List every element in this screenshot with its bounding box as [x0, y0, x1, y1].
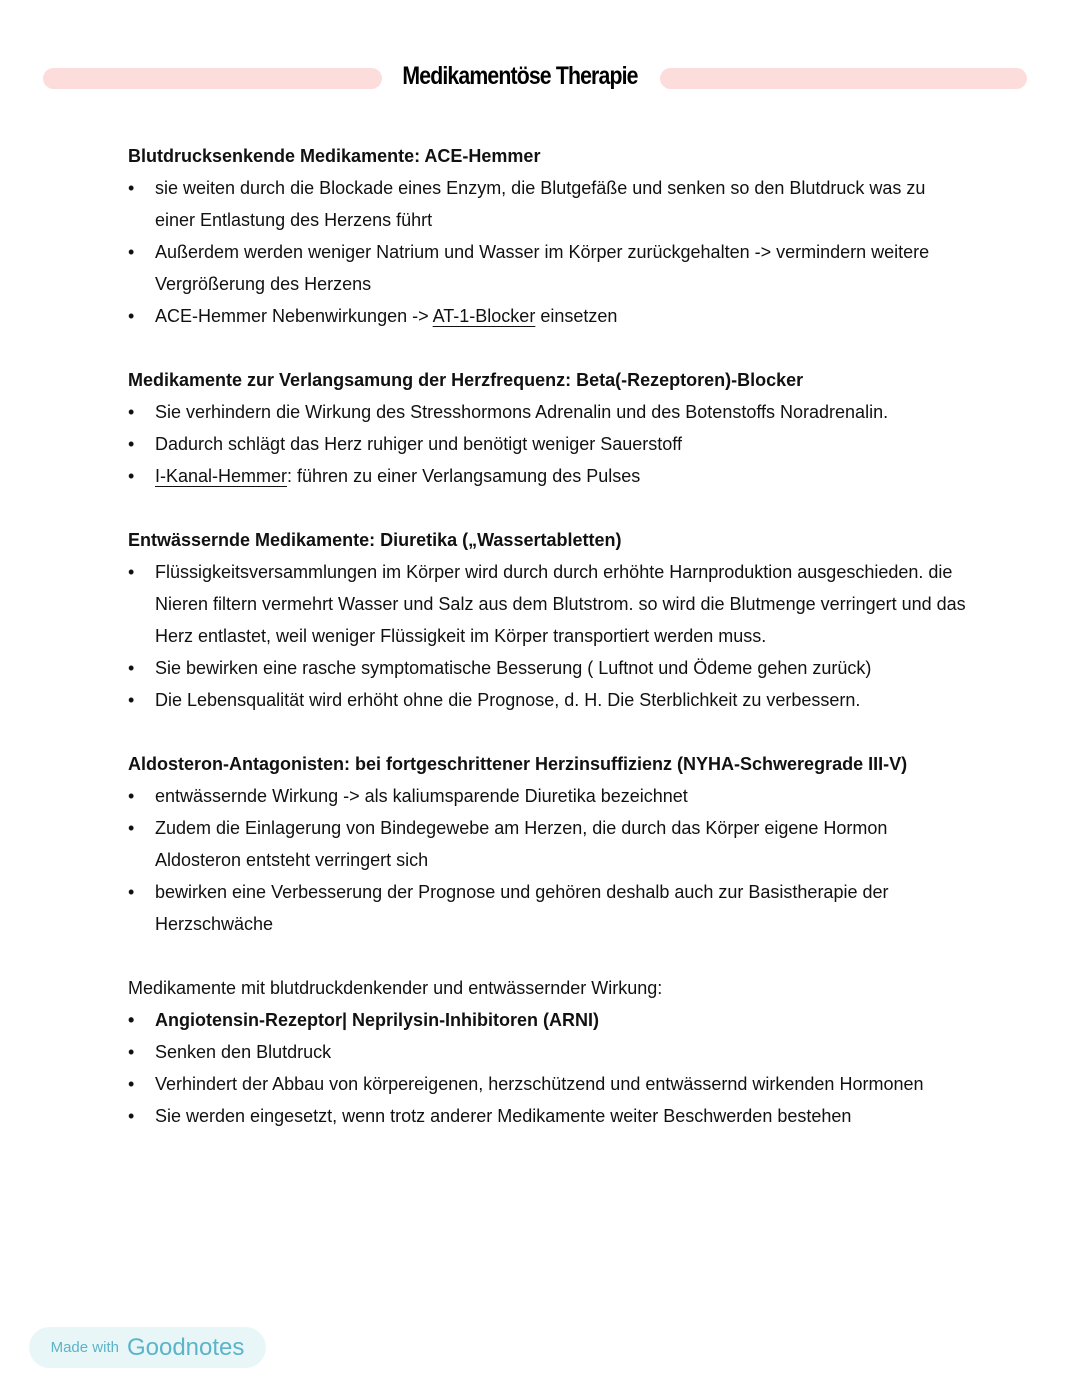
title-decoration-left [43, 68, 382, 89]
bullet-list [128, 172, 968, 332]
section-ace-hemmer [128, 140, 968, 332]
list-item: • Flüssigkeitsversammlungen im Körper wird durch durch erhöhte Harnproduktion ausgeschieden. die Nieren filtern vermehrt Wasser und Salz aus dem Blutstrom. so wird die Blutmenge verringert und das Herz entlastet, weil weniger Flüssigkeit im Körper transportiert werden muss. [128, 556, 968, 652]
bullet-list [128, 1004, 968, 1132]
list-item [128, 300, 968, 332]
section-heading: Blutdrucksenkende Medikamente: ACE-Hemmer [128, 146, 541, 166]
list-item: • Senken den Blutdruck [128, 1036, 968, 1068]
made-with-goodnotes-badge [29, 1327, 266, 1368]
list-item: • Außerdem werden weniger Natrium und Wasser im Körper zurückgehalten -> vermindern weitere Vergrößerung des Herzens [128, 236, 968, 300]
section-heading: Entwässernde Medikamente: Diuretika („Wassertabletten) [128, 530, 622, 550]
at1-blocker-link[interactable]: AT-1-Blocker [432, 306, 536, 326]
list-item [128, 460, 968, 492]
list-item: • Zudem die Einlagerung von Bindegewebe am Herzen, die durch das Körper eigene Hormon Aldosteron entsteht verringert sich [128, 812, 968, 876]
list-item: • Verhindert der Abbau von körpereigenen, herzschützend und entwässernd wirkenden Hormonen [128, 1068, 968, 1100]
list-item: • Sie bewirken eine rasche symptomatische Besserung ( Luftnot und Ödeme gehen zurück) [128, 652, 968, 684]
list-item-text: einsetzen [535, 306, 618, 326]
notes-content [128, 140, 968, 1164]
section-intro: Medikamente mit blutdruckdenkender und entwässernder Wirkung: [128, 978, 663, 998]
bullet-list [128, 780, 968, 940]
bullet-list [128, 396, 968, 492]
list-item: • Sie werden eingesetzt, wenn trotz anderer Medikamente weiter Beschwerden bestehen [128, 1100, 968, 1132]
list-item-text: ACE-Hemmer Nebenwirkungen -> [155, 306, 433, 326]
section-diuretika [128, 524, 968, 716]
title-decoration-right [660, 68, 1027, 89]
list-item: • Angiotensin-Rezeptor| Neprilysin-Inhibitoren (ARNI) [128, 1004, 968, 1036]
goodnotes-logo: Goodnotes [126, 1333, 245, 1361]
section-heading: Medikamente zur Verlangsamung der Herzfrequenz: Beta(-Rezeptoren)-Blocker [128, 370, 804, 390]
list-item: • Sie verhindern die Wirkung des Stresshormons Adrenalin und des Botenstoffs Noradrenalin. [128, 396, 968, 428]
list-item: • bewirken eine Verbesserung der Prognose und gehören deshalb auch zur Basistherapie der Herzschwäche [128, 876, 968, 940]
badge-text: Made with [50, 1339, 119, 1356]
bullet-list [128, 556, 968, 716]
section-beta-blocker [128, 364, 968, 492]
list-item: • Dadurch schlägt das Herz ruhiger und benötigt weniger Sauerstoff [128, 428, 968, 460]
list-item-text: : führen zu einer Verlangsamung des Pulses [287, 466, 641, 486]
list-item: • Die Lebensqualität wird erhöht ohne die Prognose, d. H. Die Sterblichkeit zu verbessern. [128, 684, 968, 716]
section-heading: Aldosteron-Antagonisten: bei fortgeschrittener Herzinsuffizienz (NYHA-Schweregrade III-V) [128, 754, 908, 774]
section-arni [128, 972, 968, 1132]
i-kanal-hemmer-link[interactable]: I-Kanal-Hemmer [155, 466, 288, 486]
list-item: • entwässernde Wirkung -> als kaliumsparende Diuretika bezeichnet [128, 780, 968, 812]
section-aldosteron [128, 748, 968, 940]
list-item: • sie weiten durch die Blockade eines Enzym, die Blutgefäße und senken so den Blutdruck was zu einer Entlastung des Herzens führt [128, 172, 968, 236]
page-title: Medikamentöse Therapie [402, 62, 638, 90]
